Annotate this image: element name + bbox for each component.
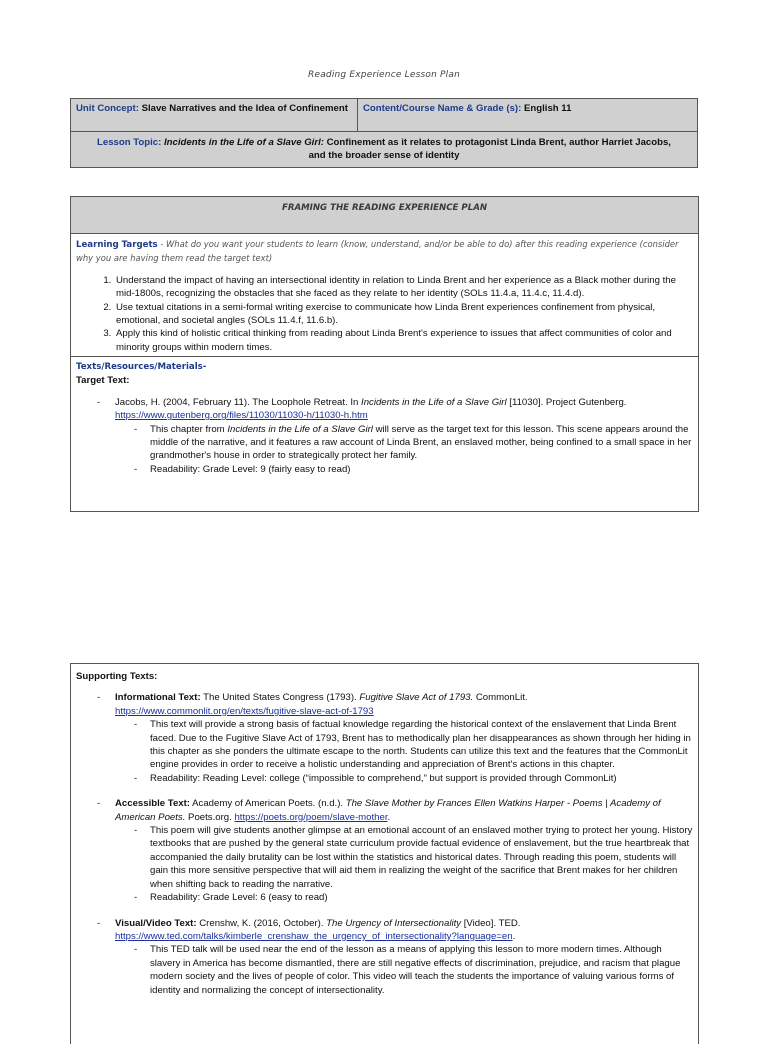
supporting-texts-label: Supporting Texts: bbox=[76, 671, 158, 682]
visual-text-item bbox=[115, 917, 693, 997]
framing-plan-box bbox=[70, 196, 699, 512]
citation-text: The United States Congress (1793). bbox=[200, 692, 360, 704]
document-title: Reading Experience Lesson Plan bbox=[308, 70, 460, 80]
citation-text: Jacobs, H. (2004, February 11). The Loophole Retreat. In bbox=[115, 396, 362, 408]
accessible-text-detail: - This poem will give students another glimpse at an emotional account of an enslaved mother trying to protect her young. History textbooks that are pushed by the general state curriculum provide factual evidence of enslavement, but the true heartbreak that accompanied the daily brutality can be lost within the statistics and historical dates. Through reading this poem, students will gain this more sensitive perspective that will aid them in realizing the weight of the sacrifice that Brent makes for her children when shifting back to reading the narrative. bbox=[150, 824, 693, 891]
visual-text-details bbox=[115, 943, 693, 997]
visual-text-label: Visual/Video Text: bbox=[115, 917, 197, 929]
citation-text: Poets.org. bbox=[185, 811, 235, 823]
citation-title: The Urgency of Intersectionality bbox=[326, 917, 462, 929]
lesson-topic-text: Confinement as it relates to protagonist Linda Brent, author Harriet Jacobs, and the broader sense of identity bbox=[308, 137, 671, 162]
citation-text: [11030]. Project Gutenberg. bbox=[506, 396, 627, 408]
accessible-text-readability: - Readability: Grade Level: 6 (easy to read) bbox=[150, 891, 693, 904]
target-text-label: Target Text: bbox=[76, 375, 130, 387]
target-text-details bbox=[115, 423, 693, 477]
informational-text-label: Informational Text: bbox=[115, 692, 201, 704]
target-text-readability: - Readability: Grade Level: 9 (fairly easy to read) bbox=[150, 463, 693, 476]
learning-target-item: 3. Apply this kind of holistic critical thinking from reading about Linda Brent's experience to issues that affect communities of color and minority groups within modern times. bbox=[114, 327, 693, 354]
accessible-text-details bbox=[115, 824, 693, 904]
learning-target-item: 2. Use textual citations in a semi-formal writing exercise to communicate how Linda Brent experiences confinement from physical, emotional, and societal angles (SOLs 11.4.f, 11.6.b). bbox=[114, 301, 693, 328]
citation-text: . bbox=[512, 930, 516, 942]
lesson-header-table bbox=[70, 98, 698, 168]
target-text-list bbox=[76, 396, 693, 476]
informational-text-item bbox=[115, 691, 693, 785]
supporting-texts-list bbox=[76, 691, 693, 997]
citation-text: Academy of American Poets. (n.d.). bbox=[190, 798, 346, 810]
learning-targets-label: Learning Targets bbox=[76, 240, 158, 250]
accessible-text-item bbox=[115, 797, 693, 904]
course-label: Content/Course Name & Grade (s): bbox=[363, 103, 522, 114]
citation-text: CommonLit. bbox=[473, 692, 528, 704]
learning-targets-list bbox=[76, 274, 693, 354]
detail-title: Incidents in the Life of a Slave Girl bbox=[227, 423, 373, 435]
detail-text: will serve as the target text for this lesson. This scene appears around the middle of the narrative, and it features a raw account of Linda Brent, an enslaved mother, being confined to a small space in her grandmother's house in order to strategically protect her family. bbox=[150, 423, 692, 462]
citation-text: . bbox=[387, 811, 391, 823]
citation-title: The Slave Mother by Frances Ellen Watkins Harper - Poems | Academy of American Poets. bbox=[115, 798, 661, 823]
informational-text-detail: - This text will provide a strong basis of factual knowledge regarding the historical context of the enslavement that Linda Brent faced. Due to the Fugitive Slave Act of 1793, Brent has to methodically plan her disappearances as shown through her hiding in this chapter as she ponders the ultimate escape to the north. Students can utilize this text and the features that the CommonLit engine provides in order to receive a holistic understanding and appreciation of Brent's actions in this chapter. bbox=[150, 718, 693, 772]
accessible-text-label: Accessible Text: bbox=[115, 798, 191, 810]
materials-section bbox=[71, 356, 698, 491]
target-text-item bbox=[115, 396, 693, 476]
ted-link[interactable]: https://www.ted.com/talks/kimberle_crenshaw_the_urgency_of_intersectionality?language=en bbox=[115, 930, 513, 942]
detail-text: This chapter from bbox=[150, 423, 228, 435]
learning-target-item: 1. Understand the impact of having an intersectional identity in relation to Linda Brent and her experience as a Black mother during the mid-1800s, recognizing the obstacles that she faced as they relate to her identity (SOLs 11.4.a, 11.4.c, 11.4.d). bbox=[114, 274, 693, 301]
framing-banner bbox=[71, 197, 698, 234]
learning-targets-note: - What do you want your students to learn (know, understand, and/or be able to do) after this reading experience (consider why you are having them read the target text) bbox=[76, 239, 679, 264]
gutenberg-link[interactable]: https://www.gutenberg.org/files/11030/11030-h/11030-h.htm bbox=[115, 410, 368, 422]
course-value: English 11 bbox=[524, 103, 572, 114]
unit-concept-cell bbox=[71, 99, 358, 132]
informational-text-readability: - Readability: Reading Level: college (“impossible to comprehend,” but support is provided through CommonLit) bbox=[150, 772, 693, 785]
course-cell bbox=[358, 99, 698, 132]
citation-title: Incidents in the Life of a Slave Girl bbox=[361, 396, 507, 408]
unit-concept-label: Unit Concept: bbox=[76, 103, 139, 114]
supporting-texts-box bbox=[70, 663, 699, 1044]
lesson-topic-title: Incidents in the Life of a Slave Girl: bbox=[164, 137, 324, 148]
lesson-topic-label: Lesson Topic: bbox=[97, 137, 162, 148]
materials-label: Texts/Resources/Materials- bbox=[76, 362, 207, 372]
citation-title: Fugitive Slave Act of 1793. bbox=[359, 692, 474, 704]
unit-concept-value: Slave Narratives and the Idea of Confinement bbox=[141, 103, 348, 114]
lesson-topic-cell bbox=[71, 132, 698, 168]
informational-text-details bbox=[115, 718, 693, 785]
visual-text-detail: - This TED talk will be used near the end of the lesson as a means of applying this lesson to more modern times. Although slavery in America has become dismantled, there are still negative effects of discrimination, prejudice, and racism that plague modern society and the lives of people of color. This video will teach the students the importance of valuing various forms of identity and normalizing the concept of intersectionality. bbox=[150, 943, 693, 997]
citation-text: [Video]. TED. bbox=[461, 917, 521, 929]
framing-banner-text: FRAMING THE READING EXPERIENCE PLAN bbox=[281, 203, 488, 213]
poets-link[interactable]: https://poets.org/poem/slave-mother bbox=[234, 811, 388, 823]
target-text-detail bbox=[150, 423, 693, 463]
commonlit-link[interactable]: https://www.commonlit.org/en/texts/fugitive-slave-act-of-1793 bbox=[115, 705, 374, 717]
supporting-texts-section bbox=[71, 664, 698, 1012]
citation-text: Crenshw, K. (2016, October). bbox=[196, 917, 327, 929]
learning-targets-section bbox=[71, 234, 698, 356]
